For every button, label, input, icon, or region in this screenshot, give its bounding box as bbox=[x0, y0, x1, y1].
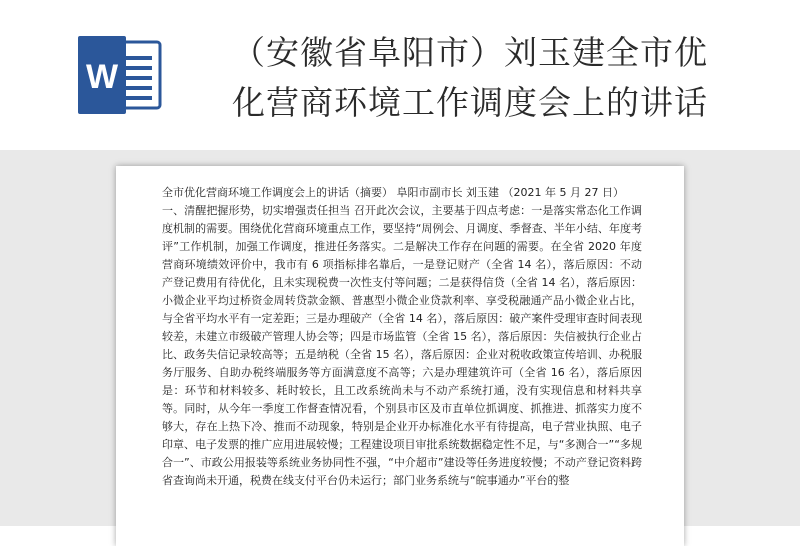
word-icon-letter: W bbox=[85, 58, 119, 96]
page-title bbox=[190, 28, 750, 128]
page-title-line-1: （安徽省阜阳市）刘玉建全市优 bbox=[232, 33, 708, 72]
header bbox=[0, 0, 800, 150]
document-page bbox=[116, 166, 684, 546]
word-document-icon bbox=[74, 36, 164, 114]
document-body: 一、清醒把握形势，切实增强责任担当 召开此次会议，主要基于四点考虑：一是落实常态化工作调度机制的需要。围绕优化营商环境重点工作，要坚持“周例会、月调度、季督查、半年小结、年度考评”工作机制，加强工作调度，推进任务落实。二是解决工作存在问题的需要。在全省 2020 年度营商环境绩效评价中，我市有 6 项指标排名靠后，一是登记财产（全省 14 名），落后原因：不动产登记费用有待优化，且未实现税费一次性支付等问题；二是获得信贷（全省 14 名），落后原因：小微企业平均过桥资金周转贷款金额、普惠型小微企业贷款利率、享受税融通产品小微企业占比，与全省平均水平有一定差距；三是办理破产（全省 14 名），落后原因：破产案件受理审查时间表现较差，未建立市级破产管理人协会等；四是市场监管（全省 15 名），落后原因：失信被执行企业占比、政务失信记录较高等；五是纳税（全省 15 名），落后原因：企业对税收政策宣传培训、办税服务厅服务、自助办税终端服务等方面满意度不高等；六是办理建筑许可（全省 16 名），落后原因是：环节和材料较多、耗时较长，且工改系统尚未与不动产系统打通，没有实现信息和材料共享等。同时，从今年一季度工作督查情况看，个别县市区及市直单位抓调度、抓推进、抓落实力度不够大，存在上热下冷、推而不动现象，特别是企业开办标准化水平有待提高，电子营业执照、电子印章、电子发票的推广应用进展较慢；工程建设项目审批系统数据稳定性不足，与“多测合一”“多规合一”、市政公用报装等系统业务协同性不强，“中介超市”建设等任务进度较慢；不动产登记资料跨省查询尚未开通，税费在线支付平台仍未运行；部门业务系统与“皖事通办”平台的整 bbox=[162, 204, 642, 487]
document-text bbox=[162, 184, 642, 490]
document-heading: 全市优化营商环境工作调度会上的讲话（摘要） 阜阳市副市长 刘玉建 （2021 年 5 月 27 日） bbox=[162, 186, 624, 199]
page-title-line-2: 化营商环境工作调度会上的讲话 bbox=[232, 83, 708, 122]
